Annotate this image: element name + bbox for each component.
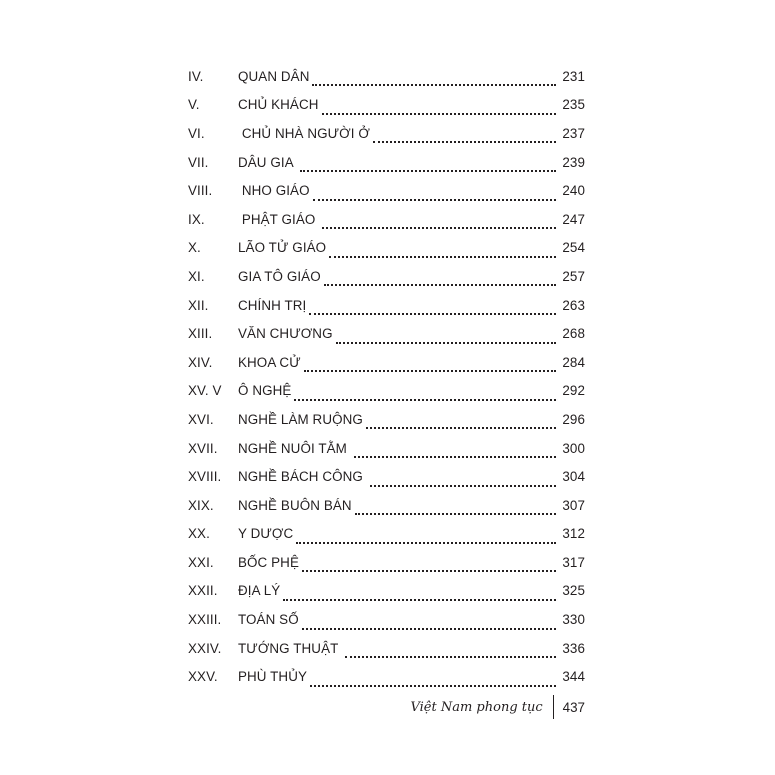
dot-leader [302, 616, 556, 630]
toc-entry [188, 234, 585, 263]
toc-entry-title: BỐC PHỆ [238, 555, 302, 570]
toc-entry [188, 634, 585, 663]
toc-entry-page: 312 [562, 526, 585, 542]
toc-entry-number: XIII. [188, 326, 213, 342]
toc-entry-title: NGHỀ NUÔI TẰM [238, 441, 354, 456]
toc-entry-title: QUAN DÂN [238, 69, 312, 84]
dot-leader [345, 644, 556, 658]
dot-leader [309, 301, 556, 315]
toc-entry-page: 330 [562, 612, 585, 628]
toc-entry [188, 319, 585, 348]
toc-entry-title: VĂN CHƯƠNG [238, 326, 336, 341]
toc-entry [188, 605, 585, 634]
dot-leader [313, 187, 556, 201]
dot-leader [304, 358, 556, 372]
toc-entry-number: VII. [188, 154, 209, 170]
toc-entry [188, 262, 585, 291]
page-number: 437 [562, 699, 585, 715]
toc-entry-page: 239 [562, 154, 585, 170]
toc-entry-number: VI. [188, 125, 205, 141]
toc-entry-title: NGHỀ BÁCH CÔNG [238, 469, 370, 484]
toc-entry-page: 296 [562, 411, 585, 427]
toc-entry-title: NHO GIÁO [238, 183, 313, 198]
toc-entry-number: XVII. [188, 440, 218, 456]
toc-entry [188, 348, 585, 377]
toc-entry-number: X. [188, 240, 201, 256]
dot-leader [373, 129, 556, 143]
dot-leader [322, 215, 556, 229]
toc-entry-page: 240 [562, 183, 585, 199]
toc-entry-title: Y DƯỢC [238, 526, 296, 541]
toc-entry-page: 263 [562, 297, 585, 313]
toc-entry [188, 62, 585, 91]
toc-entry [188, 520, 585, 549]
page-footer [380, 694, 585, 720]
toc-entry-number: IX. [188, 211, 205, 227]
toc-entry [188, 662, 585, 691]
toc-entry-title: NGHỀ LÀM RUỘNG [238, 412, 366, 427]
toc-entry-number: XXV. [188, 669, 218, 685]
dot-leader [300, 158, 556, 172]
toc-entry-number: XV. V [188, 383, 222, 399]
dot-leader [355, 501, 556, 515]
toc-entry [188, 434, 585, 463]
toc-entry-number: XIV. [188, 354, 213, 370]
toc-entry-page: 247 [562, 211, 585, 227]
toc-entry-title: PHÙ THỦY [238, 669, 310, 684]
toc-entry-title: KHOA CỬ [238, 355, 304, 370]
toc-entry-title: CHỦ NHÀ NGƯỜI Ở [238, 126, 373, 141]
toc-entry-page: 235 [562, 97, 585, 113]
toc-entry-title: PHẬT GIÁO [238, 212, 322, 227]
toc-entry-page: 237 [562, 125, 585, 141]
toc-entry-number: XII. [188, 297, 209, 313]
toc-entry-page: 317 [562, 554, 585, 570]
toc-entry-page: 284 [562, 354, 585, 370]
toc-entry-page: 300 [562, 440, 585, 456]
toc-entry-page: 292 [562, 383, 585, 399]
toc-entry-title: GIA TÔ GIÁO [238, 269, 324, 284]
toc-entry-title: TƯỚNG THUẬT [238, 641, 345, 656]
dot-leader [329, 244, 556, 258]
toc-entry-title: DÂU GIA [238, 155, 300, 170]
dot-leader [296, 530, 556, 544]
toc-entry-number: XX. [188, 526, 210, 542]
toc-entry [188, 148, 585, 177]
toc-entry-title: CHÍNH TRỊ [238, 298, 309, 313]
toc-entry [188, 577, 585, 606]
dot-leader [370, 473, 556, 487]
toc-entry-page: 268 [562, 326, 585, 342]
toc-entry [188, 548, 585, 577]
toc-entry-page: 336 [562, 640, 585, 656]
toc-entry-number: XXIII. [188, 612, 222, 628]
toc-entry [188, 405, 585, 434]
dot-leader [322, 101, 556, 115]
toc-entry-page: 307 [562, 497, 585, 513]
running-book-title: Việt Nam phong tục [410, 699, 543, 715]
toc-entry [188, 491, 585, 520]
table-of-contents [188, 62, 585, 691]
toc-entry [188, 291, 585, 320]
toc-entry-page: 257 [562, 268, 585, 284]
toc-entry-number: XI. [188, 268, 205, 284]
dot-leader [310, 673, 556, 687]
toc-entry-page: 304 [562, 469, 585, 485]
dot-leader [312, 72, 556, 86]
toc-entry-title: ĐỊA LÝ [238, 583, 283, 598]
dot-leader [366, 415, 556, 429]
toc-entry-title: Ô NGHỆ [238, 383, 294, 398]
toc-entry-number: XVIII. [188, 469, 222, 485]
toc-entry-number: XXIV. [188, 640, 222, 656]
toc-entry-number: XXI. [188, 554, 214, 570]
toc-entry-number: V. [188, 97, 200, 113]
toc-entry [188, 119, 585, 148]
toc-entry-page: 325 [562, 583, 585, 599]
toc-entry-title: CHỦ KHÁCH [238, 97, 322, 112]
toc-entry-number: VIII. [188, 183, 213, 199]
toc-entry-number: XIX. [188, 497, 214, 513]
toc-entry [188, 462, 585, 491]
toc-entry-title: TOÁN SỐ [238, 612, 302, 627]
toc-entry-page: 344 [562, 669, 585, 685]
dot-leader [283, 587, 556, 601]
toc-entry-number: IV. [188, 68, 204, 84]
toc-entry [188, 205, 585, 234]
dot-leader [302, 558, 556, 572]
toc-entry [188, 377, 585, 406]
toc-entry [188, 176, 585, 205]
dot-leader [324, 272, 556, 286]
toc-entry-page: 254 [562, 240, 585, 256]
toc-entry-page: 231 [562, 68, 585, 84]
toc-entry-title: LÃO TỬ GIÁO [238, 240, 329, 255]
dot-leader [336, 330, 556, 344]
dot-leader [294, 387, 556, 401]
toc-entry-title: NGHỀ BUÔN BÁN [238, 498, 355, 513]
toc-entry [188, 91, 585, 120]
dot-leader [354, 444, 556, 458]
toc-entry-number: XVI. [188, 411, 214, 427]
toc-entry-number: XXII. [188, 583, 218, 599]
